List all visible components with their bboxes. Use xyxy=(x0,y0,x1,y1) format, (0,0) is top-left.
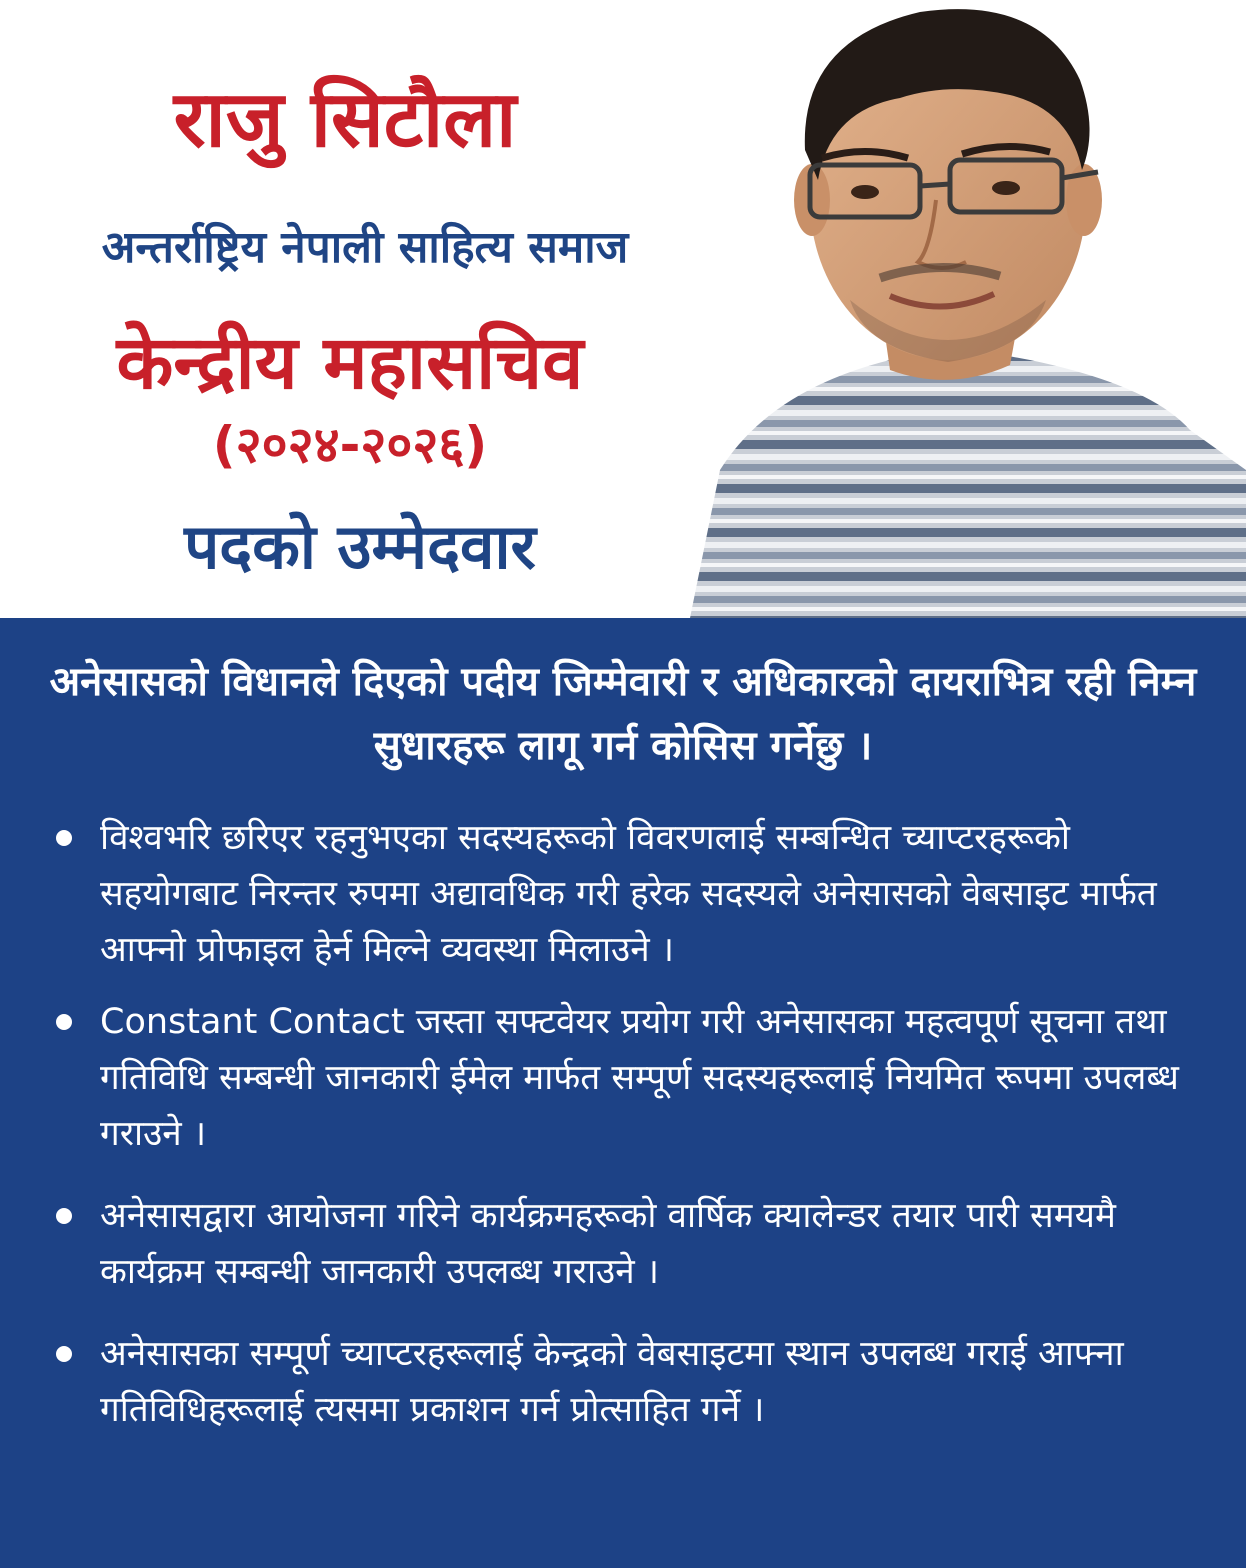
term-years: (२०२४-२०२६) xyxy=(212,416,488,474)
bullet-icon xyxy=(56,1346,72,1362)
candidate-photo xyxy=(650,0,1246,618)
candidate-name: राजु सिटौला xyxy=(173,75,517,165)
bullet-icon xyxy=(56,1208,72,1224)
commitment-intro: अनेसासको विधानले दिएको पदीय जिम्मेवारी र अधिकारको दायराभित्र रही निम्न सुधारहरू लागू गर्न कोसिस गर्नेछु । xyxy=(49,659,1197,769)
candidacy-label: पदको उम्मेदवार xyxy=(184,510,536,583)
list-item xyxy=(48,1326,1208,1438)
header xyxy=(0,0,1246,618)
commitment-list xyxy=(48,810,1208,1454)
position-title: केन्द्रीय महासचिव xyxy=(116,320,584,406)
list-item xyxy=(48,810,1208,978)
list-item xyxy=(48,994,1208,1162)
list-item-text: अनेसासका सम्पूर्ण च्याप्टरहरूलाई केन्द्रको वेबसाइटमा स्थान उपलब्ध गराई आफ्ना गतिविधिहरूलाई त्यसमा प्रकाशन गर्न प्रोत्साहित गर्ने । xyxy=(100,1334,1124,1430)
list-item-text: अनेसासद्वारा आयोजना गरिने कार्यक्रमहरूको वार्षिक क्यालेन्डर तयार पारी समयमै कार्यक्रम सम्बन्धी जानकारी उपलब्ध गराउने । xyxy=(100,1196,1116,1292)
organization-name: अन्तर्राष्ट्रिय नेपाली साहित्य समाज xyxy=(101,222,629,273)
list-item-text: Constant Contact जस्ता सफ्टवेयर प्रयोग गरी अनेसासका महत्वपूर्ण सूचना तथा गतिविधि सम्बन्धी जानकारी ईमेल मार्फत सम्पूर्ण सदस्यहरूलाई नियमित रूपमा उपलब्ध गराउने । xyxy=(100,1002,1179,1154)
list-item-text: विश्वभरि छरिएर रहनुभएका सदस्यहरूको विवरणलाई सम्बन्धित च्याप्टरहरूको सहयोगबाट निरन्तर रुपमा अद्यावधिक गरी हरेक सदस्यले अनेसासको वेबसाइट मार्फत आफ्नो प्रोफाइल हेर्न मिल्ने व्यवस्था मिलाउने । xyxy=(100,818,1157,970)
bullet-icon xyxy=(56,830,72,846)
bullet-icon xyxy=(56,1014,72,1030)
list-item xyxy=(48,1188,1208,1300)
